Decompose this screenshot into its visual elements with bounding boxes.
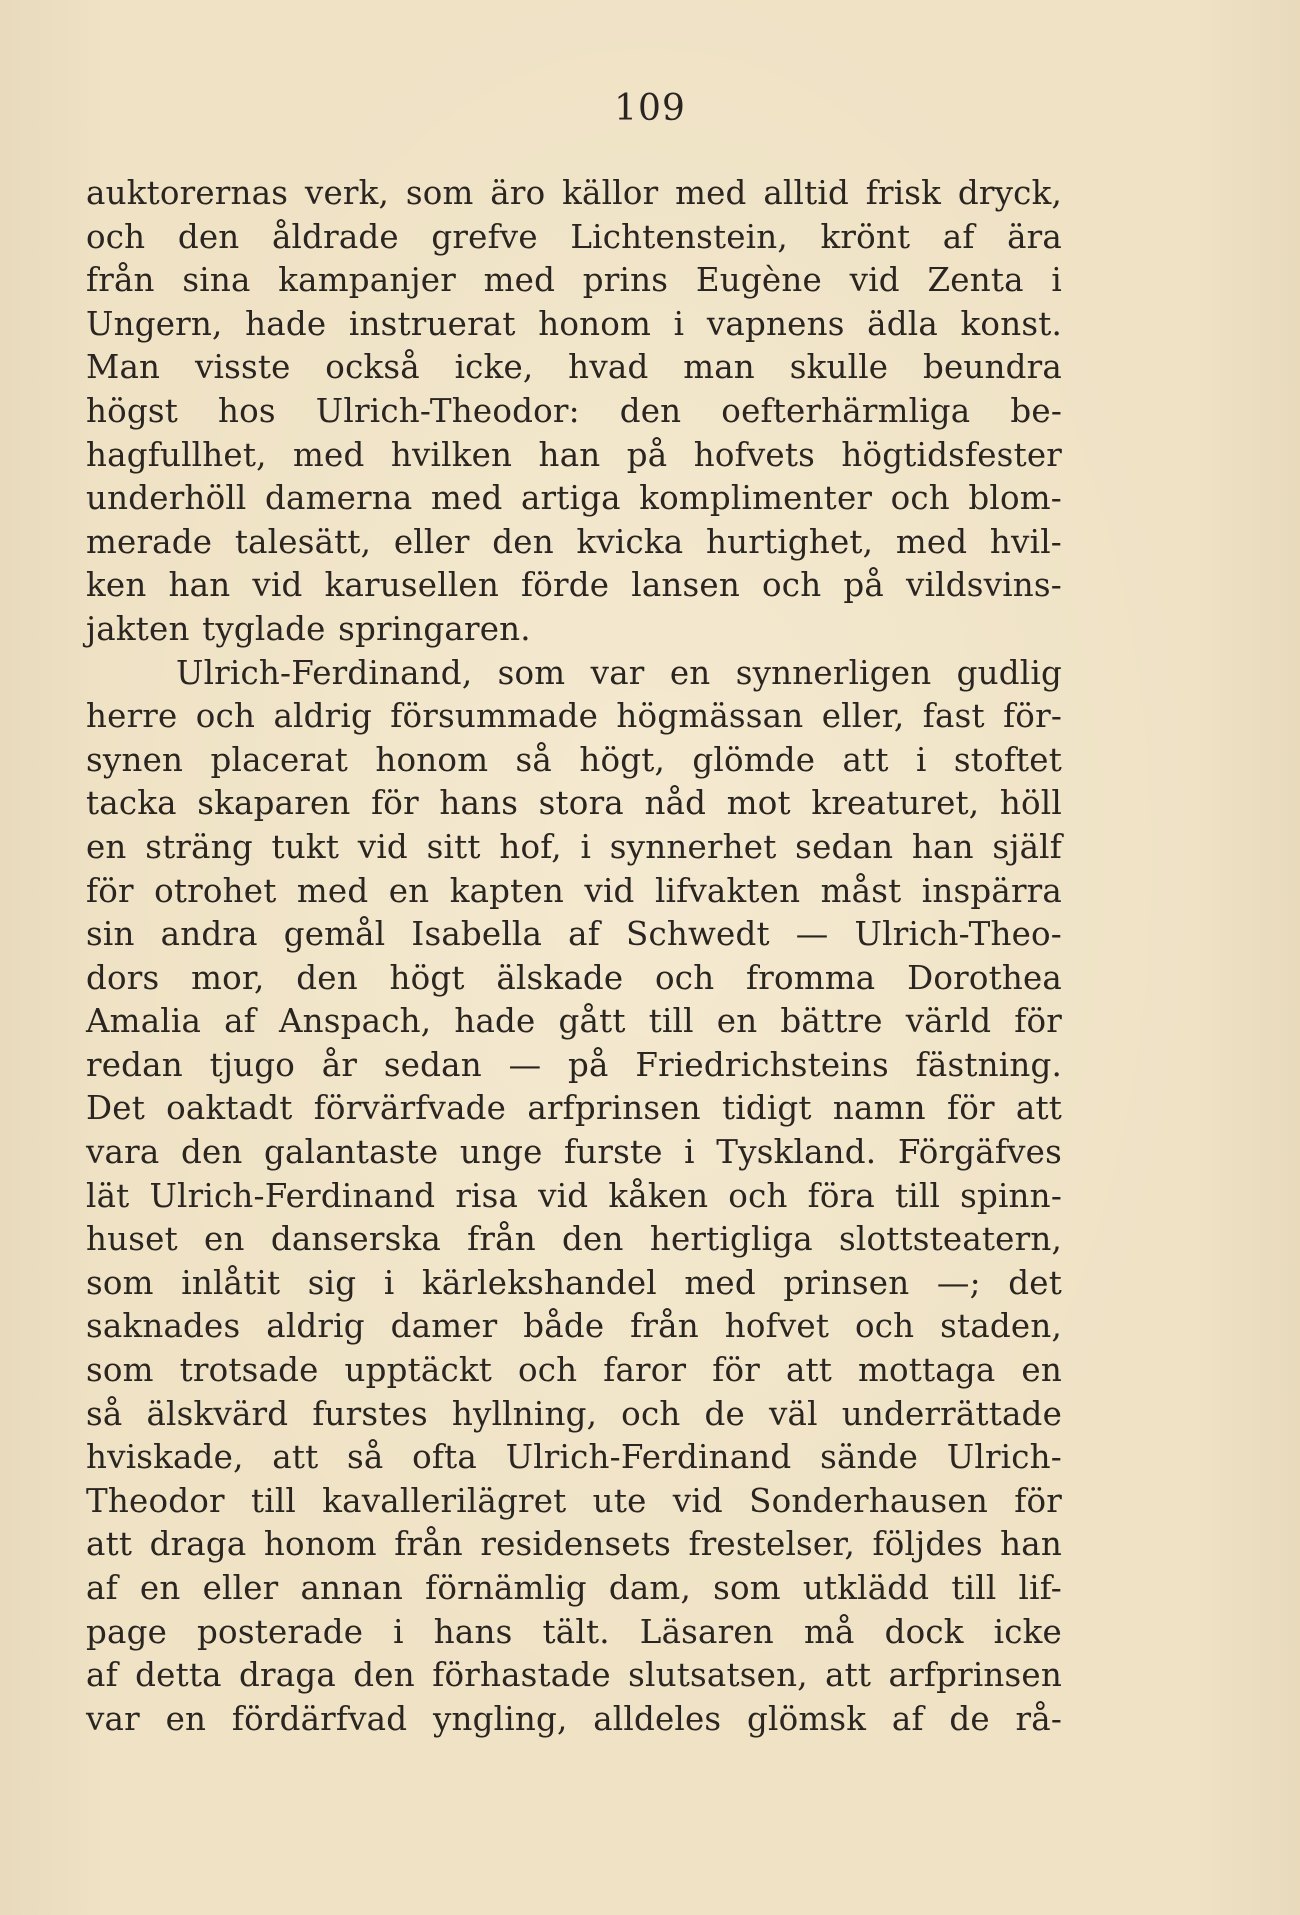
text-line: var en fördärfvad yngling, alldeles glömsk af de rå- — [86, 1699, 1062, 1738]
text-line: auktorernas verk, som äro källor med alltid frisk dryck, — [86, 174, 1062, 212]
text-line: Det oaktadt förvärfvade arfprinsen tidigt namn för att — [86, 1089, 1062, 1128]
text-line: Theodor till kavallerilägret ute vid Sonderhausen för — [86, 1481, 1062, 1520]
text-line: synen placerat honom så högt, glömde att i stoftet — [86, 740, 1062, 779]
text-line: som inlåtit sig i kärlekshandel med prinsen —; det — [86, 1263, 1062, 1302]
text-line: huset en danserska från den hertigliga slottsteatern, — [86, 1220, 1062, 1259]
text-line: en sträng tukt vid sitt hof, i synnerhet sedan han själf — [86, 827, 1062, 866]
body-text — [86, 172, 1062, 1741]
page-number: 109 — [614, 88, 686, 129]
text-line: högst hos Ulrich-Theodor: den oefterhärmliga be- — [86, 391, 1062, 430]
text-line: Ulrich-Ferdinand, som var en synnerligen gudlig — [176, 653, 1062, 692]
text-line: herre och aldrig försummade högmässan eller, fast för- — [86, 697, 1062, 736]
text-line: så älskvärd furstes hyllning, och de väl underrättade — [86, 1394, 1062, 1433]
text-line: saknades aldrig damer både från hofvet och staden, — [86, 1307, 1062, 1346]
text-line: Ungern, hade instruerat honom i vapnens ädla konst. — [86, 304, 1062, 343]
text-line: af en eller annan förnämlig dam, som utklädd till lif- — [86, 1569, 1062, 1607]
text-line: Man visste också icke, hvad man skulle beundra — [86, 348, 1062, 387]
text-line: underhöll damerna med artiga komplimenter och blom- — [86, 479, 1062, 518]
text-line: att draga honom från residensets frestelser, följdes han — [86, 1525, 1062, 1564]
text-line: af detta draga den förhastade slutsatsen, att arfprinsen — [86, 1656, 1062, 1695]
text-line: och den åldrade grefve Lichtenstein, krönt af ära — [86, 217, 1062, 256]
text-line: som trotsade upptäckt och faror för att mottaga en — [86, 1351, 1062, 1390]
text-line: sin andra gemål Isabella af Schwedt — Ulrich-Theo- — [86, 915, 1062, 954]
text-line: redan tjugo år sedan — på Friedrichsteins fästning. — [86, 1045, 1062, 1084]
text-line: hviskade, att så ofta Ulrich-Ferdinand sände Ulrich- — [86, 1438, 1062, 1477]
text-line: merade talesätt, eller den kvicka hurtighet, med hvil- — [86, 522, 1062, 561]
text-line: lät Ulrich-Ferdinand risa vid kåken och föra till spinn- — [86, 1176, 1062, 1215]
text-line: för otrohet med en kapten vid lifvakten måst inspärra — [86, 871, 1062, 910]
text-line: ken han vid karusellen förde lansen och på vildsvins- — [86, 566, 1062, 605]
text-line: tacka skaparen för hans stora nåd mot kreaturet, höll — [86, 784, 1062, 823]
text-line: Amalia af Anspach, hade gått till en bättre värld för — [86, 1002, 1062, 1041]
text-line: vara den galantaste unge furste i Tyskland. Förgäfves — [86, 1133, 1062, 1172]
text-line: jakten tyglade springaren. — [86, 609, 531, 648]
text-line: från sina kampanjer med prins Eugène vid Zenta i — [86, 261, 1062, 300]
text-line: page posterade i hans tält. Läsaren må dock icke — [86, 1612, 1062, 1651]
text-line: hagfullhet, med hvilken han på hofvets högtidsfester — [86, 435, 1062, 474]
text-line: dors mor, den högt älskade och fromma Dorothea — [86, 958, 1062, 997]
